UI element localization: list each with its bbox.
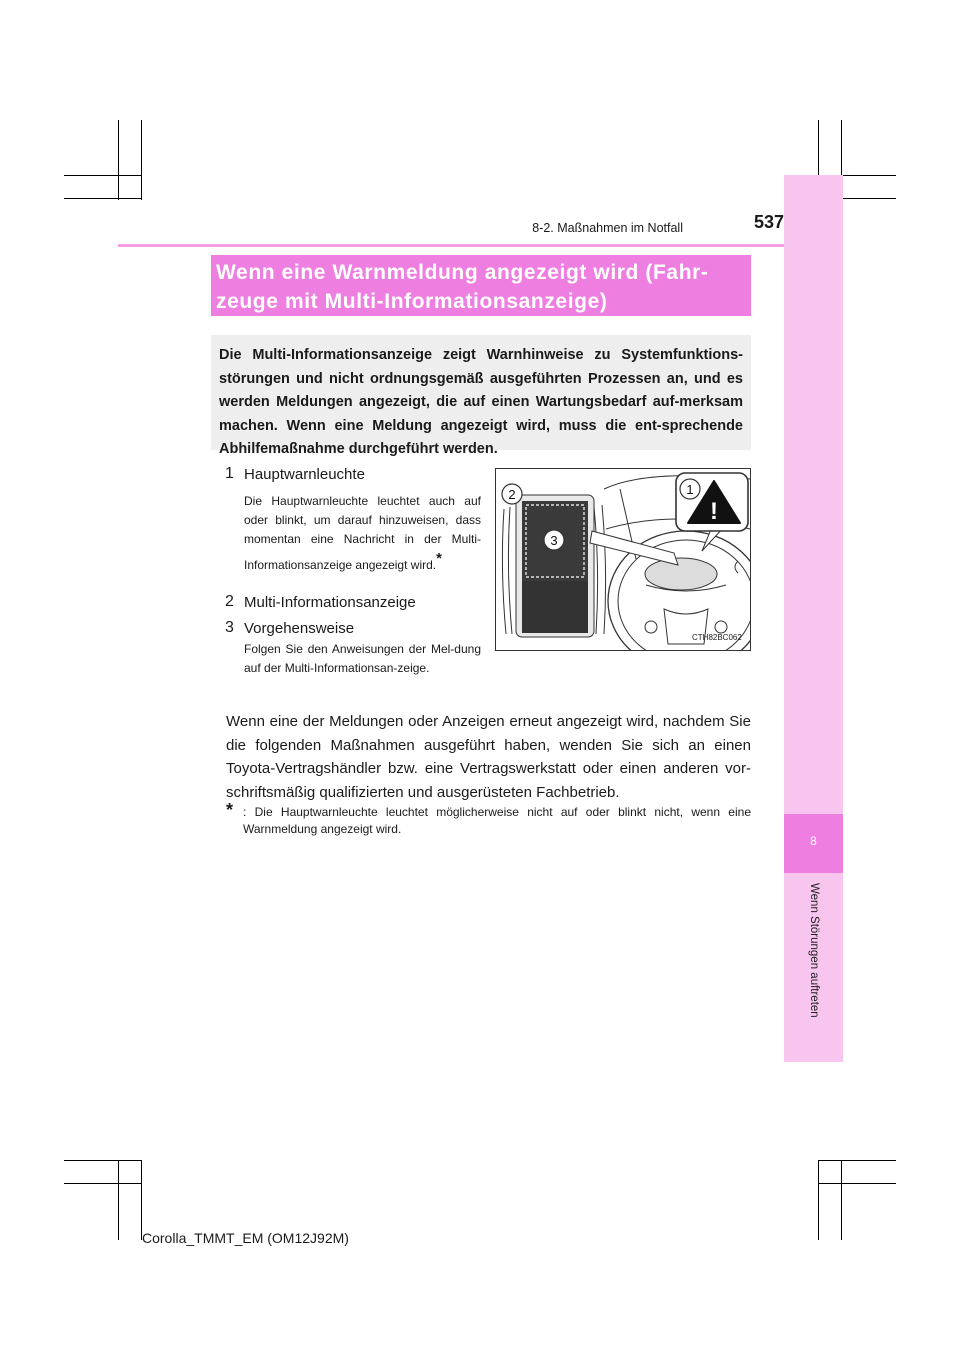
item-number-2: 2 <box>225 593 234 610</box>
crop-mark <box>64 175 142 176</box>
dashboard-drawing <box>496 469 750 650</box>
section-title <box>211 255 751 316</box>
chapter-title: Wenn Störungen auftreten <box>808 883 820 1018</box>
crop-mark <box>118 120 119 200</box>
crop-mark <box>818 1160 896 1161</box>
callout-2: 2 <box>508 487 516 502</box>
crop-mark <box>118 1160 119 1240</box>
item-number-3: 3 <box>225 619 234 636</box>
item-desc-1: Die Hauptwarnleuchte leuchtet auch auf oder blinkt, um darauf hinzuweisen, dass momentan eine Nachricht in der Multi-Informationsanzeige angezeigt wird.* <box>244 494 481 572</box>
header-rule <box>118 244 784 247</box>
page-number: 537 <box>753 212 784 232</box>
crop-mark <box>818 1160 819 1240</box>
crop-mark <box>64 1160 142 1161</box>
intro-text: Die Multi-Informationsanzeige zeigt Warnhinweise zu Systemfunktions-störungen und nicht ordnungsgemäß ausgeführten Prozessen an, und es werden Meldungen angezeigt, die auf einen Wartungsbedarf auf-merksam machen. Wenn eine Meldung angezeigt wird, muss die ent-sprechende Abhilfemaßnahme durchgeführt werden. <box>219 347 743 457</box>
callout-1: 1 <box>686 482 694 497</box>
footnote-ref: * <box>436 550 442 567</box>
crop-mark <box>64 198 142 199</box>
item-title-2: Multi-Informationsanzeige <box>244 594 416 611</box>
crop-mark <box>64 1183 142 1184</box>
callout-3: 3 <box>550 533 558 548</box>
crop-mark <box>141 1160 142 1240</box>
item-title-1: Hauptwarnleuchte <box>244 466 365 483</box>
warning-icon: ! <box>710 498 718 525</box>
footer-doc-id: Corolla_TMMT_EM (OM12J92M) <box>142 1230 349 1246</box>
dashboard-illustration <box>495 468 751 651</box>
crop-mark <box>818 1183 896 1184</box>
body-paragraph: Wenn eine der Meldungen oder Anzeigen erneut angezeigt wird, nachdem Sie die folgenden Maßnahmen ausgeführt haben, wenden Sie sich an einen Toyota-Vertragshändler bzw. eine Vertragswerkstatt oder einen anderen vor-schriftsmäßig qualifizierten und ausgerüsteten Fachbetrieb. <box>226 713 751 801</box>
item-title-3: Vorgehensweise <box>244 620 355 637</box>
footnote-text: : Die Hauptwarnleuchte leuchtet möglicherweise nicht auf oder blinkt nicht, wenn eine Warnmeldung angezeigt wird. <box>243 805 751 836</box>
illustration-code: CTH82BC062 <box>692 633 742 642</box>
section-label: 8-2. Maßnahmen im Notfall <box>532 221 683 235</box>
section-title-line-2: zeuge mit Multi-Informationsanzeige) <box>216 290 608 313</box>
intro-box <box>211 335 751 457</box>
item-number-1: 1 <box>225 465 234 482</box>
crop-mark <box>141 120 142 200</box>
chapter-number: 8 <box>810 834 817 848</box>
crop-mark <box>841 1160 842 1240</box>
item-desc-3: Folgen Sie den Anweisungen der Mel-dung auf der Multi-Informationsan-zeige. <box>244 642 481 675</box>
footnote-mark: * <box>226 800 234 820</box>
section-title-line-1: Wenn eine Warnmeldung angezeigt wird (Fahr- <box>216 261 709 284</box>
